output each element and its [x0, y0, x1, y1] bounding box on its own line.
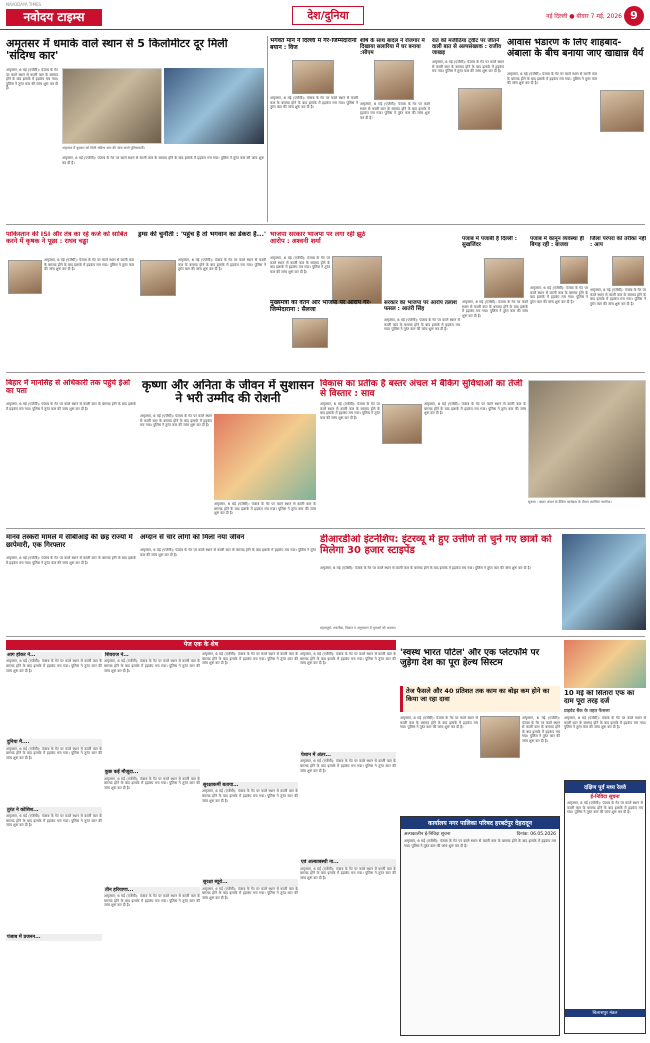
continued-item-11: एवं अल्काबस्थी ना...: [300, 859, 396, 866]
continued-item-2: दुनिया मै....: [6, 739, 102, 746]
photo-ashwani: [332, 256, 382, 304]
photo-warehouse: [600, 90, 644, 132]
continued-text-12: अमृतसर, 6 मई (एजेंसी): पंजाब के गेट पर काले स्थान से काली कार के बरामद होने के बाद इलाके में हड़कंप मच गया। पुलिस ने तुरंत कार की जांच शुरू कर दी है।: [300, 866, 396, 880]
caption-bastar: सुकमा : बस्तर अंचल के बैंकिंग कार्यक्रम के दौरान उपस्थित नागरिक।: [528, 500, 612, 504]
ad-tender-body: अमृतसर, 6 मई (एजेंसी): पंजाब के गेट पर काले स्थान से काली कार के बरामद होने के बाद इलाके में हड़कंप मच गया। पुलिस ने तुरंत कार की जांच शुरू कर दी है।: [404, 839, 556, 848]
continued-text-5: अमृतसर, 6 मई (एजेंसी): पंजाब के गेट पर काले स्थान से काली कार के बरामद होने के बाद इलाके में हड़कंप मच गया। पुलिस ने तुरंत कार की जांच शुरू कर दी है।: [104, 776, 200, 790]
story-vij-body: अमृतसर, 6 मई (एजेंसी): पंजाब के गेट पर काले स्थान से काली कार के बरामद होने के बाद इलाके में हड़कंप मच गया। पुलिस ने तुरंत कार की जांच शुरू कर दी है।: [270, 96, 358, 110]
continued-text-3: अमृतसर, 6 मई (एजेंसी): पंजाब के गेट पर काले स्थान से काली कार के बरामद होने के बाद इलाके में हड़कंप मच गया। पुलिस ने तुरंत कार की जांच शुरू कर दी है।: [6, 814, 102, 828]
masthead: [0, 0, 650, 30]
caption-amritsar: अमृतसर में बुधवार को मिली संदिग्ध कार की जांच करते पुलिसकर्मी।: [62, 146, 145, 150]
headline-sukhjinder: पंजाब में पंजाबी है दिल्ली : सुखजिंदर: [462, 236, 517, 249]
ad-railway-title: दक्षिण पूर्व मध्य रेलवे: [565, 781, 645, 793]
photo-sitara: [564, 640, 646, 688]
ad-tender-sub: अल्पकालीन ई-निविदा सूचना: [404, 832, 451, 837]
photo-bajwa: [560, 256, 588, 284]
continued-item-5: शिवराज ने...: [104, 652, 200, 659]
ad-railway-sub: ई-निविदा सूचना: [590, 794, 620, 800]
story-krishna-body: अमृतसर, 6 मई (एजेंसी): पंजाब के गेट पर काले स्थान से काली कार के बरामद होने के बाद इलाके में हड़कंप मच गया। पुलिस ने तुरंत कार की जांच शुरू कर दी है।: [140, 414, 212, 428]
headline-raghav: पाकिस्तान की ISI और तंत्र का रहे कर्ज को साबित करने में कृषक ने पूछा : राघव चड्ढा: [6, 231, 128, 246]
story-bihar-body: अमृतसर, 6 मई (एजेंसी): पंजाब के गेट पर काले स्थान से काली कार के बरामद होने के बाद इलाके में हड़कंप मच गया। पुलिस ने तुरंत कार की जांच शुरू कर दी है।: [6, 402, 136, 411]
story-sitara-body: अमृतसर, 6 मई (एजेंसी): पंजाब के गेट पर काले स्थान से काली कार के बरामद होने के बाद इलाके में हड़कंप मच गया। पुलिस ने तुरंत कार की जांच शुरू कर दी है।: [564, 716, 646, 730]
continued-text-6: अमृतसर, 6 मई (एजेंसी): पंजाब के गेट पर काले स्थान से काली कार के बरामद होने के बाद इलाके में हड़कंप मच गया। पुलिस ने तुरंत कार की जांच शुरू कर दी है।: [104, 894, 200, 908]
headline-aap: जिला परंपरा को तरीका नहीं : आप: [590, 236, 646, 249]
photo-vij: [292, 60, 334, 94]
continued-item-9: सुरक्षा ब्यूरो...: [202, 879, 298, 886]
photo-badal: [374, 60, 414, 100]
headline-krishna-anita: कृष्णा और अनिता के जीवन में सुशासन ने भरी उम्मीद की रोशनी: [142, 379, 314, 406]
headline-jakhar: रात को मजीठिया ट्वीट पर जीतने वाली बात से अल्पसंख्यक : राजीव जाखड़: [432, 38, 502, 57]
continued-text-2: अमृतसर, 6 मई (एजेंसी): पंजाब के गेट पर काले स्थान से काली कार के बरामद होने के बाद इलाके में हड़कंप मच गया। पुलिस ने तुरंत कार की जांच शुरू कर दी है।: [6, 746, 102, 760]
headline-badal: शीर्ष के साथ बादल ने रोजगार में दिखाया सलारिया में घर बनाया :सीएम: [360, 38, 425, 57]
headline-bihar: बिहार में मानसिंह से अधिकारी तक पहुंचे ईओ का पता: [6, 379, 131, 396]
story-raghav-body: अमृतसर, 6 मई (एजेंसी): पंजाब के गेट पर काले स्थान से काली कार के बरामद होने के बाद इलाके में हड़कंप मच गया। पुलिस ने तुरंत कार की जांच शुरू कर दी है।: [44, 258, 134, 272]
continued-item-3: तुरंत ने कोशिश...: [6, 807, 102, 814]
subhead-health-portal: तेज फैसले और 40 प्रतिशत तक काम का बोझ कम होने का किया जा रहा दावा: [400, 686, 560, 712]
continued-col-2: [104, 652, 200, 1039]
continued-item-10: पेशान में अंतर...: [300, 752, 396, 759]
continued-text-8: अमृतसर, 6 मई (एजेंसी): पंजाब के गेट पर काले स्थान से काली कार के बरामद होने के बाद इलाके में हड़कंप मच गया। पुलिस ने तुरंत कार की जांच शुरू कर दी है।: [202, 789, 298, 803]
continued-text-7: अमृतसर, 6 मई (एजेंसी): पंजाब के गेट पर काले स्थान से काली कार के बरामद होने के बाद इलाके में हड़कंप मच गया। पुलिस ने तुरंत कार की जांच शुरू कर दी है।: [202, 652, 298, 666]
story-sukhjinder-body: अमृतसर, 6 मई (एजेंसी): पंजाब के गेट पर काले स्थान से काली कार के बरामद होने के बाद इलाके में हड़कंप मच गया। पुलिस ने तुरंत कार की जांच शुरू कर दी है।: [462, 300, 528, 318]
headline-warehouse: आवास भंडारण के लिए शाहबाद-अंबाला के बीच बनाया जाए खाद्यान्न धैर्य: [507, 38, 644, 59]
story-krishna-body-2: अमृतसर, 6 मई (एजेंसी): पंजाब के गेट पर काले स्थान से काली कार के बरामद होने के बाद इलाके में हड़कंप मच गया। पुलिस ने तुरंत कार की जांच शुरू कर दी है।: [214, 502, 316, 516]
continued-item-8: सुरक्षाकर्मी बताया...: [202, 782, 298, 789]
story-atari-body: अमृतसर, 6 मई (एजेंसी): पंजाब के गेट पर काले स्थान से काली कार के बरामद होने के बाद इलाके में हड़कंप मच गया। पुलिस ने तुरंत कार की जांच शुरू कर दी है।: [384, 318, 460, 332]
continued-col-4: [300, 652, 396, 1039]
continued-text-4: अमृतसर, 6 मई (एजेंसी): पंजाब के गेट पर काले स्थान से काली कार के बरामद होने के बाद इलाके में हड़कंप मच गया। पुलिस ने तुरंत कार की जांच शुरू कर दी है।: [104, 659, 200, 673]
story-organ-body: अमृतसर, 6 मई (एजेंसी): पंजाब के गेट पर काले स्थान से काली कार के बरामद होने के बाद इलाके में हड़कंप मच गया। पुलिस ने तुरंत कार की जांच शुरू कर दी है।: [140, 548, 316, 557]
headline-sitara: 10 मई को सितारा एफ का दाम पूरा तरह दर्ज: [564, 690, 635, 705]
photo-raghav: [8, 260, 42, 294]
story-cbi-body: अमृतसर, 6 मई (एजेंसी): पंजाब के गेट पर काले स्थान से काली कार के बरामद होने के बाद इलाके में हड़कंप मच गया। पुलिस ने तुरंत कार की जांच शुरू कर दी है।: [6, 556, 136, 565]
page-number-badge: 9: [624, 6, 644, 26]
story-warehouse-body: अमृतसर, 6 मई (एजेंसी): पंजाब के गेट पर काले स्थान से काली कार के बरामद होने के बाद इलाके में हड़कंप मच गया। पुलिस ने तुरंत कार की जांच शुरू कर दी है।: [507, 72, 597, 86]
photo-aap: [612, 256, 644, 286]
story-bastar-body-2: अमृतसर, 6 मई (एजेंसी): पंजाब के गेट पर काले स्थान से काली कार के बरामद होने के बाद इलाके में हड़कंप मच गया। पुलिस ने तुरंत कार की जांच शुरू कर दी है।: [424, 402, 526, 416]
story-badal-body: अमृतसर, 6 मई (एजेंसी): पंजाब के गेट पर काले स्थान से काली कार के बरामद होने के बाद इलाके में हड़कंप मच गया। पुलिस ने तुरंत कार की जांच शुरू कर दी है।: [360, 102, 430, 120]
photo-drdo: [562, 534, 646, 630]
subhead-sitara: प्राइवेट बैंक के तहत फैसला: [564, 709, 610, 714]
story-drdo-body: अमृतसर, 6 मई (एजेंसी): पंजाब के गेट पर काले स्थान से काली कार के बरामद होने के बाद इलाके में हड़कंप मच गया। पुलिस ने तुरंत कार की जांच शुरू कर दी है।: [320, 566, 531, 570]
story-amritsar-body: अमृतसर, 6 मई (एजेंसी): पंजाब के गेट पर काले स्थान से काली कार के बरामद होने के बाद इलाके में हड़कंप मच गया। पुलिस ने तुरंत कार की जांच शुरू कर दी है।: [6, 68, 58, 91]
headline-atari: सरकार का भाजपा पर आरोप तलाश फसल : आतंरी सिंह: [384, 300, 457, 313]
photo-amritsar-1: [62, 68, 162, 144]
photo-health-minister: [480, 716, 520, 758]
photo-sukhjinder: [484, 258, 524, 298]
newspaper-logo: नवोदय टाइम्स: [6, 9, 102, 26]
story-bastar-body: अमृतसर, 6 मई (एजेंसी): पंजाब के गेट पर काले स्थान से काली कार के बरामद होने के बाद इलाके में हड़कंप मच गया। पुलिस ने तुरंत कार की जांच शुरू कर दी है।: [320, 402, 380, 420]
ad-tender-date: दिनांक: 06.05.2026: [516, 832, 556, 837]
headline-cbi: मानव तस्करी मामले में सीबीआई की छह राज्यों में छापेमारी, एक गिरफ्तार: [6, 534, 133, 549]
caption-drdo: महत्वपूर्ण: तकनीक, विज्ञान व अनुसंधान में युवाओं को अवसर।: [320, 626, 397, 630]
continued-text-1: अमृतसर, 6 मई (एजेंसी): पंजाब के गेट पर काले स्थान से काली कार के बरामद होने के बाद इलाके में हड़कंप मच गया। पुलिस ने तुरंत कार की जांच शुरू कर दी है।: [6, 659, 102, 673]
ad-tender: [400, 816, 560, 1036]
story-drugs-body: अमृतसर, 6 मई (एजेंसी): पंजाब के गेट पर काले स्थान से काली कार के बरामद होने के बाद इलाके में हड़कंप मच गया। पुलिस ने तुरंत कार की जांच शुरू कर दी है।: [178, 258, 266, 272]
story-ashwani-body: अमृतसर, 6 मई (एजेंसी): पंजाब के गेट पर काले स्थान से काली कार के बरामद होने के बाद इलाके में हड़कंप मच गया। पुलिस ने तुरंत कार की जांच शुरू कर दी है।: [270, 256, 330, 274]
continued-col-1: [6, 652, 102, 1039]
headline-organ: अंग्दान से चार लोगों को मिला नया जीवन: [140, 534, 245, 541]
continued-item-7: तीन हरियाणा...: [104, 887, 200, 894]
ad-railway-footer: बिलासपुर मंडल: [565, 1009, 645, 1017]
photo-drugs: [140, 260, 176, 296]
ad-tender-title: कार्यालय नगर पालिका परिषद हरबर्टपुर देहरादून: [401, 817, 559, 829]
headline-health-portal: 'स्वस्थ भारत पोर्टल' और एक प्लेटफॉर्म पर जुड़ेगा देश का पूरा हेल्थ सिस्टम: [400, 648, 540, 669]
photo-bastar-thumb: [382, 404, 422, 444]
headline-drugs: ड्रग्स की चुनौती : 'पहुंच है तो भगवान का डेकरा है...': [138, 231, 266, 238]
masthead-top-label: NAVODAYA TIMES: [6, 2, 42, 7]
photo-bastar-event: [528, 380, 646, 498]
continued-text-9: अमृतसर, 6 मई (एजेंसी): पंजाब के गेट पर काले स्थान से काली कार के बरामद होने के बाद इलाके में हड़कंप मच गया। पुलिस ने तुरंत कार की जांच शुरू कर दी है।: [202, 886, 298, 900]
headline-drdo: डीआरडीओ इंटर्नशिप: इंटरव्यू में हुए उत्तीर्ण तो चुने गए छात्रों को मिलेगा 30 हजार स्टाइपेंड: [320, 534, 552, 557]
headline-vij: भगवंत मान ने दिल्ली में गैर-जिम्मेदाराना बयान : विज: [270, 38, 357, 51]
headline-selja: मुख्यमंत्री का वेतन और भाजपा पर आरोप गैर-जिम्मेदाराना : सैलजा: [270, 300, 372, 313]
continued-item-6: कुछ कई मौजूदा...: [104, 769, 200, 776]
photo-krishna-anita: [214, 414, 316, 500]
story-health-body: अमृतसर, 6 मई (एजेंसी): पंजाब के गेट पर काले स्थान से काली कार के बरामद होने के बाद इलाके में हड़कंप मच गया। पुलिस ने तुरंत कार की जांच शुरू कर दी है।: [400, 716, 478, 730]
headline-ashwani: भाजपा सरकार भाजपा पर लगा रही झूठे आरोप : अश्वनी शर्मा: [270, 231, 366, 246]
continued-text-11: अमृतसर, 6 मई (एजेंसी): पंजाब के गेट पर काले स्थान से काली कार के बरामद होने के बाद इलाके में हड़कंप मच गया। पुलिस ने तुरंत कार की जांच शुरू कर दी है।: [300, 759, 396, 773]
headline-amritsar: अमृतसर में धमाके वाले स्थान से 5 किलोमीटर दूर मिली 'संदिग्ध कार': [6, 38, 228, 63]
story-amritsar-body-2: अमृतसर, 6 मई (एजेंसी): पंजाब के गेट पर काले स्थान से काली कार के बरामद होने के बाद इलाके में हड़कंप मच गया। पुलिस ने तुरंत कार की जांच शुरू कर दी है।: [62, 156, 264, 165]
continued-box-header: पेज एक के शेष: [6, 640, 396, 650]
story-bajwa-body: अमृतसर, 6 मई (एजेंसी): पंजाब के गेट पर काले स्थान से काली कार के बरामद होने के बाद इलाके में हड़कंप मच गया। पुलिस ने तुरंत कार की जांच शुरू कर दी है।: [530, 286, 588, 304]
continued-col-3: [202, 652, 298, 1039]
section-label: देश/दुनिया: [292, 6, 364, 25]
photo-selja: [292, 318, 328, 348]
ad-railway-body: अमृतसर, 6 मई (एजेंसी): पंजाब के गेट पर काले स्थान से काली कार के बरामद होने के बाद इलाके में हड़कंप मच गया। पुलिस ने तुरंत कार की जांच शुरू कर दी है।: [567, 801, 643, 815]
continued-item-4: पंजाब में प्रजनन...: [6, 934, 102, 941]
story-health-body-2: अमृतसर, 6 मई (एजेंसी): पंजाब के गेट पर काले स्थान से काली कार के बरामद होने के बाद इलाके में हड़कंप मच गया। पुलिस ने तुरंत कार की जांच शुरू कर दी है।: [522, 716, 560, 743]
continued-item-1: आग होकर ने...: [6, 652, 102, 659]
photo-amritsar-2: [164, 68, 264, 144]
headline-bajwa: पंजाब में कानून व्यवस्था ही बिगड़ रही : बाजवा: [530, 236, 584, 249]
continued-text-10: अमृतसर, 6 मई (एजेंसी): पंजाब के गेट पर काले स्थान से काली कार के बरामद होने के बाद इलाके में हड़कंप मच गया। पुलिस ने तुरंत कार की जांच शुरू कर दी है।: [300, 652, 396, 666]
date-line: नई दिल्ली ● बीवार 7 मई, 2026: [546, 13, 622, 20]
ad-railway: [564, 780, 646, 1034]
story-jakhar-body: अमृतसर, 6 मई (एजेंसी): पंजाब के गेट पर काले स्थान से काली कार के बरामद होने के बाद इलाके में हड़कंप मच गया। पुलिस ने तुरंत कार की जांच शुरू कर दी है।: [432, 60, 504, 74]
story-aap-body: अमृतसर, 6 मई (एजेंसी): पंजाब के गेट पर काले स्थान से काली कार के बरामद होने के बाद इलाके में हड़कंप मच गया। पुलिस ने तुरंत कार की जांच शुरू कर दी है।: [590, 288, 646, 306]
headline-bastar: विकास का प्रतीक है बस्तर अंचल में बैंकिंग सुविधाओं का तेजी से विस्तार : साव: [320, 379, 523, 400]
